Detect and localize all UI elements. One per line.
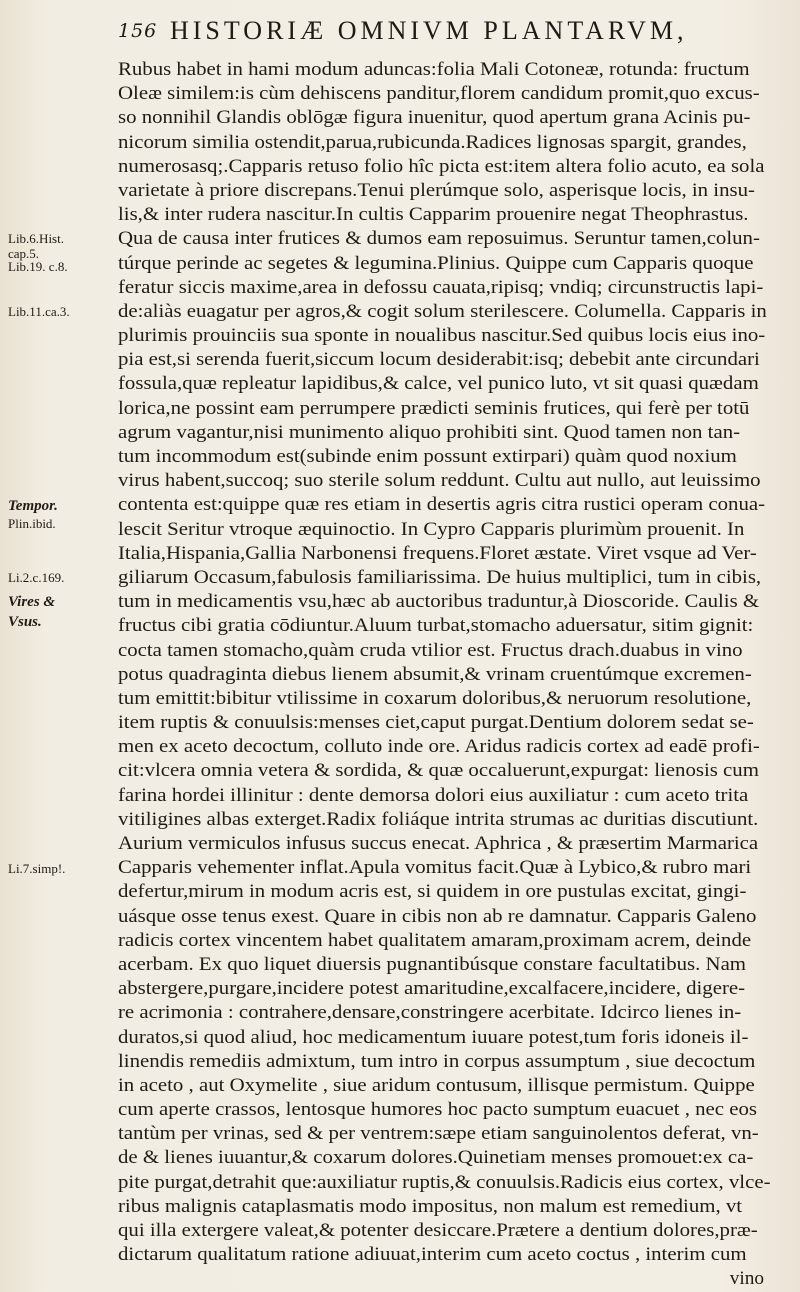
page-number: 156 bbox=[118, 20, 158, 42]
text-line: linendis remediis admixtum, tum intro in corpus assumptum , siue decoctum bbox=[118, 1050, 756, 1072]
text-line: cocta tamen stomacho,quàm cruda vtilior est. Fructus drach.duabus in vino bbox=[118, 639, 743, 661]
text-line: lorica,ne possint eam perrumpere prædicti seminis frutices, qui ferè per totū bbox=[118, 397, 750, 419]
text-line: de & lienes iuuantur,& coxarum dolores.Quinetiam menses promouet:ex ca- bbox=[118, 1147, 754, 1169]
text-line: feratur siccis maxime,area in defossu cauata,ripisq; vndiq; circunstructis lapi- bbox=[118, 276, 764, 298]
text-line: Qua de causa inter frutices & dumos eam reposuimus. Seruntur tamen,colun- bbox=[118, 228, 760, 250]
text-line: potus quadraginta diebus lienem absumit,& vrinam cruentúmque excremen- bbox=[118, 663, 752, 685]
text-line: pia est,si serenda fuerit,siccum locum desiderabit:isq; debebit ante circundari bbox=[118, 349, 760, 371]
text-line: tum incommodum est(subinde enim possunt extirpari) quàm quod noxium bbox=[118, 446, 737, 467]
text-line: vino bbox=[729, 1268, 764, 1290]
text-line: tantùm per vrinas, sed & per ventrem:sæpe etiam sanguinolentos deferat, vn- bbox=[118, 1123, 759, 1145]
text-line: cum aperte crassos, lentosque humores hoc pacto sumptum euacuet , nec eos bbox=[118, 1099, 757, 1121]
text-line: item ruptis & conuulsis:menses ciet,caput purgat.Dentium dolorem sedat se- bbox=[118, 712, 754, 734]
text-line: acerbam. Ex quo liquet diuersis pugnantibúsque constare facultatibus. Nam bbox=[118, 953, 747, 975]
text-line: varietate à priore discrepans.Tenui plerúmque solo, asperisque locis, in insu- bbox=[118, 179, 755, 201]
text-line: ribus malignis cataplasmatis modo impositus, non malum est remedium, vt bbox=[118, 1195, 743, 1217]
text-line: tum emittit:bibitur vtilissime in coxarum doloribus,& neruorum resolutione, bbox=[118, 687, 752, 709]
text-line: Aurium vermiculos infusus succus enecat. Aphrica , & præsertim Marmarica bbox=[118, 833, 759, 854]
text-line: de:aliàs euagatur per agros,& cogit solum sterilescere. Columella. Capparis in bbox=[118, 300, 767, 322]
text-line: duratos,si quod aliud, hoc medicamentum iuuare potest,tum foris idoneis il- bbox=[118, 1026, 749, 1048]
margin-note: Vsus. bbox=[8, 613, 42, 630]
text-line: pite purgat,detrahit que:auxiliatur ruptis,& conuulsis.Radicis eius cortex, vlce- bbox=[118, 1171, 771, 1193]
margin-note: Plin.ibid. bbox=[8, 515, 56, 531]
margin-note: cap.5. bbox=[8, 245, 40, 261]
text-line: túrque perinde ac segetes & legumina.Plinius. Quippe cum Capparis quoque bbox=[118, 252, 754, 274]
text-line: numerosasq;.Capparis retuso folio hîc picta est:item altera folio acuto, ea sola bbox=[118, 155, 765, 177]
text-line: giliarum Occasum,fabulosis familiarissima. De huius multiplici, tum in cibis, bbox=[118, 566, 762, 588]
text-line: tum in medicamentis vsu,hæc ab auctoribus traduntur,à Dioscoride. Caulis & bbox=[118, 591, 760, 613]
text-line: nicorum similia ostendit,parua,rubicunda.Radices lignosas spargit, grandes, bbox=[118, 131, 747, 153]
text-line: qui illa extergere valeat,& potenter desiccare.Prætere a dentium dolores,præ- bbox=[118, 1220, 758, 1241]
margin-note: Vires & bbox=[8, 594, 56, 611]
text-line: Capparis vehementer inflat.Apula vomitus facit.Quæ à Lybico,& rubro mari bbox=[118, 857, 752, 879]
text-line: uásque osse tenus exest. Quare in cibis non ab re damnatur. Capparis Galeno bbox=[118, 905, 757, 927]
text-line: lis,& inter rudera nascitur.In cultis Capparim prouenire negat Theophrastus. bbox=[118, 204, 749, 226]
text-line: men ex aceto decoctum, colluto inde ore. Aridus radicis cortex ad eadē profi- bbox=[118, 736, 760, 758]
text-line: Rubus habet in hami modum aduncas:folia Mali Cotoneæ, rotunda: fructum bbox=[118, 59, 750, 80]
margin-note: Tempor. bbox=[8, 497, 58, 514]
margin-note: Li.7.simp!. bbox=[8, 860, 66, 876]
text-line: Oleæ similem:is cùm dehiscens panditur,florem candidum promit,quo excus- bbox=[118, 83, 760, 105]
text-line: so nonnihil Glandis oblōgæ figura inuenitur, quod apertum grana Acinis pu- bbox=[118, 107, 751, 129]
margin-note: Lib.11.ca.3. bbox=[8, 304, 70, 319]
text-line: dictarum qualitatum ratione adiuuat,interim cum aceto coctus , interim cum bbox=[118, 1244, 747, 1266]
text-line: contenta est:quippe quæ res etiam in desertis agris citra rustici operam conua- bbox=[118, 494, 766, 516]
text-line: plurimis prouinciis sua sponte in noualibus nascitur.Sed quibus locis eius ino- bbox=[118, 325, 766, 347]
text-line: agrum vagantur,nisi munimento aliquo prohibiti sint. Quod tamen non tan- bbox=[118, 421, 741, 443]
text-line: fructus cibi gratia cōdiuntur.Aluum turbat,stomacho aduersatur, sitim gignit: bbox=[118, 615, 754, 637]
text-line: vitiligines albas exterget.Radix foliáque intrita strumas ac duritias discutiunt. bbox=[118, 808, 759, 830]
text-line: Italia,Hispania,Gallia Narbonensi frequens.Floret æstate. Viret vsque ad Ver- bbox=[118, 542, 757, 564]
margin-note: Lib.6.Hist. bbox=[8, 231, 64, 247]
running-head: HISTORIÆ OMNIVM PLANTARVM, bbox=[170, 16, 688, 45]
main-text-block bbox=[118, 58, 790, 1292]
text-line: re acrimonia : contrahere,densare,constringere acerbitate. Idcirco lienes in- bbox=[118, 1002, 742, 1024]
text-line: in aceto , aut Oxymelite , siue aridum contusum, illisque permistum. Quippe bbox=[118, 1074, 755, 1096]
text-line: farina hordei illinitur : dente demorsa dolori eius auxiliatur : cum aceto trita bbox=[118, 784, 749, 806]
margin-note: Lib.19. c.8. bbox=[8, 259, 68, 275]
text-line: abstergere,purgare,incidere potest amaritudine,excalfacere,incidere, digere- bbox=[118, 978, 746, 1000]
margin-note: Li.2.c.169. bbox=[8, 570, 65, 586]
text-line: defertur,mirum in modum acris est, si quidem in ore pustulas excitat, gingi- bbox=[118, 881, 747, 903]
text-line: cit:vlcera omnia vetera & sordida, & quæ occaluerunt,expurgat: lienosis cum bbox=[118, 760, 759, 782]
text-line: lescit Seritur vtroque æquinoctio. In Cypro Capparis plurimùm prouenit. In bbox=[118, 518, 745, 540]
text-line: fossula,quæ repleatur lapidibus,& calce, vel punico luto, vt sit quasi quædam bbox=[118, 373, 759, 395]
text-line: virus habent,succoq; suo sterile solum reddunt. Cultu aut nullo, aut leuissimo bbox=[118, 470, 761, 492]
text-line: radicis cortex vincentem habet qualitatem amaram,proximam acrem, deinde bbox=[118, 929, 752, 951]
